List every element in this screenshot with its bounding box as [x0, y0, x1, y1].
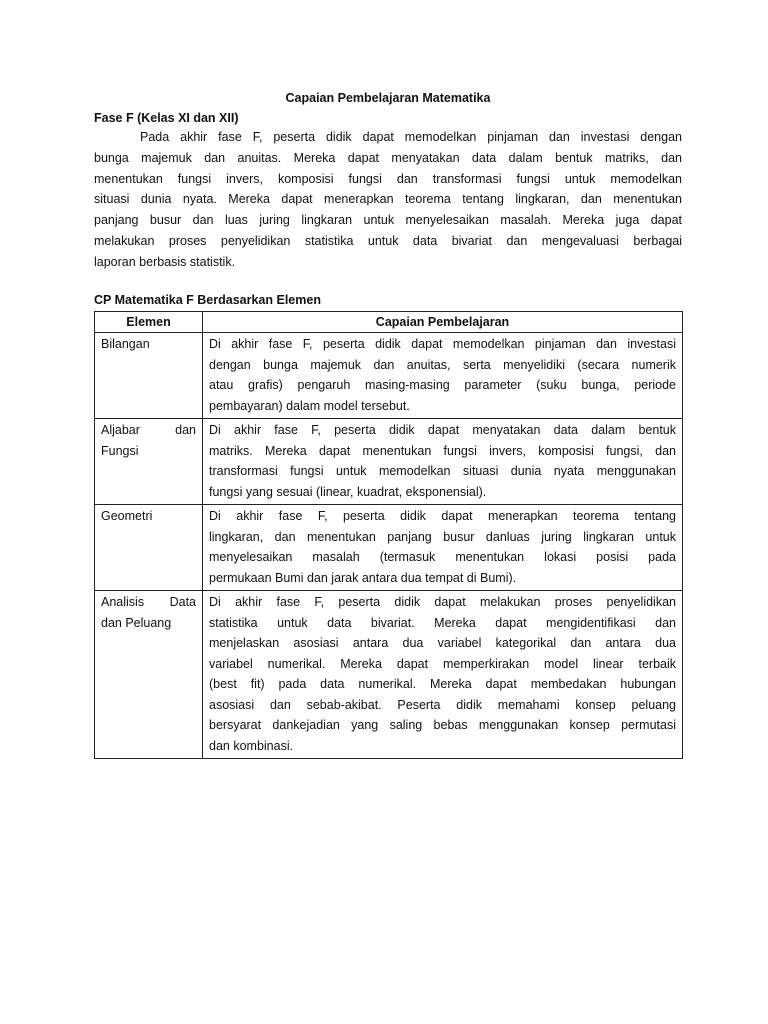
table-heading: CP Matematika F Berdasarkan Elemen — [94, 293, 321, 307]
element-name: Geometri — [101, 509, 153, 523]
header-elemen: Elemen — [95, 312, 203, 333]
table-row — [95, 419, 683, 505]
paragraph-line: menentukan fungsi invers, komposisi fungsi dan transformasi fungsi untuk memodelkan — [94, 171, 682, 186]
element-cell — [95, 591, 203, 759]
element-cell — [95, 505, 203, 591]
element-cell — [95, 333, 203, 419]
cp-line: Di akhir fase F, peserta didik dapat menerapkan teorema tentang — [209, 509, 676, 523]
cp-line: Di akhir fase F, peserta didik dapat memodelkan pinjaman dan investasi — [209, 337, 676, 351]
cp-line: pembayaran) dalam model tersebut. — [209, 398, 410, 413]
cp-line: matriks. Mereka dapat menentukan fungsi invers, komposisi fungsi, dan — [209, 443, 676, 458]
cp-line: lingkaran, dan menentukan panjang busur danluas juring lingkaran untuk — [209, 529, 676, 544]
element-name: dan Peluang — [101, 615, 172, 630]
cp-line: Di akhir fase F, peserta didik dapat melakukan proses penyelidikan — [209, 595, 676, 609]
cp-line: atau grafis) pengaruh masing-masing parameter (suku bunga, periode — [209, 378, 676, 392]
intro-paragraph — [94, 127, 682, 273]
phase-heading: Fase F (Kelas XI dan XII) — [94, 111, 239, 125]
cp-line: (best fit) pada data numerikal. Mereka dapat membedakan hubungan — [209, 677, 676, 691]
cp-table — [94, 311, 683, 759]
document-title: Capaian Pembelajaran Matematika — [285, 91, 491, 105]
cp-line: bersyarat dankejadian yang saling bebas menggunakan konsep permutasi — [209, 718, 676, 732]
header-capaian: Capaian Pembelajaran — [203, 312, 683, 333]
element-cell — [95, 419, 203, 505]
cp-cell — [203, 333, 683, 419]
cp-line: fungsi yang sesuai (linear, kuadrat, eksponensial). — [209, 484, 487, 499]
paragraph-line: laporan berbasis statistik. — [94, 254, 236, 269]
paragraph-line: Pada akhir fase F, peserta didik dapat memodelkan pinjaman dan investasi dengan — [140, 130, 682, 144]
paragraph-line: situasi dunia nyata. Mereka dapat menerapkan teorema tentang lingkaran, dan menentukan — [94, 192, 682, 207]
cp-cell — [203, 419, 683, 505]
element-name: Fungsi — [101, 443, 139, 458]
table-header-row — [95, 312, 683, 333]
table-row — [95, 505, 683, 591]
cp-line: dengan bunga majemuk dan anuitas, serta menyelidiki (secara numerik — [209, 357, 676, 372]
paragraph-line: panjang busur dan luas juring lingkaran untuk menyelesaikan masalah. Mereka juga dapat — [94, 213, 682, 228]
cp-line: menjelaskan asosiasi antara dua variabel kategorikal dan antara dua — [209, 636, 676, 650]
cp-line: dan kombinasi. — [209, 738, 294, 753]
cp-line: variabel numerikal. Mereka dapat memperkirakan model linear terbaik — [209, 656, 676, 671]
table-row — [95, 333, 683, 419]
element-name: Bilangan — [101, 337, 150, 351]
cp-line: menyelesaikan masalah (termasuk menentukan lokasi posisi pada — [209, 550, 676, 564]
cp-line: asosiasi dan sebab-akibat. Peserta didik memahami konsep peluang — [209, 697, 676, 712]
cp-cell — [203, 505, 683, 591]
cp-line: statistika untuk data bivariat. Mereka dapat mengidentifikasi dan — [209, 615, 676, 630]
paragraph-line: bunga majemuk dan anuitas. Mereka dapat menyatakan data dalam bentuk matriks, dan — [94, 150, 682, 165]
cp-line: transformasi fungsi untuk memodelkan situasi dunia nyata menggunakan — [209, 464, 676, 478]
element-name: Aljabar dan — [101, 423, 196, 437]
cp-line: Di akhir fase F, peserta didik dapat menyatakan data dalam bentuk — [209, 423, 676, 437]
cp-line: permukaan Bumi dan jarak antara dua tempat di Bumi). — [209, 570, 517, 585]
element-name: Analisis Data — [101, 595, 196, 609]
cp-cell — [203, 591, 683, 759]
table-row — [95, 591, 683, 759]
paragraph-line: melakukan proses penyelidikan statistika untuk data bivariat dan mengevaluasi berbagai — [94, 233, 682, 248]
